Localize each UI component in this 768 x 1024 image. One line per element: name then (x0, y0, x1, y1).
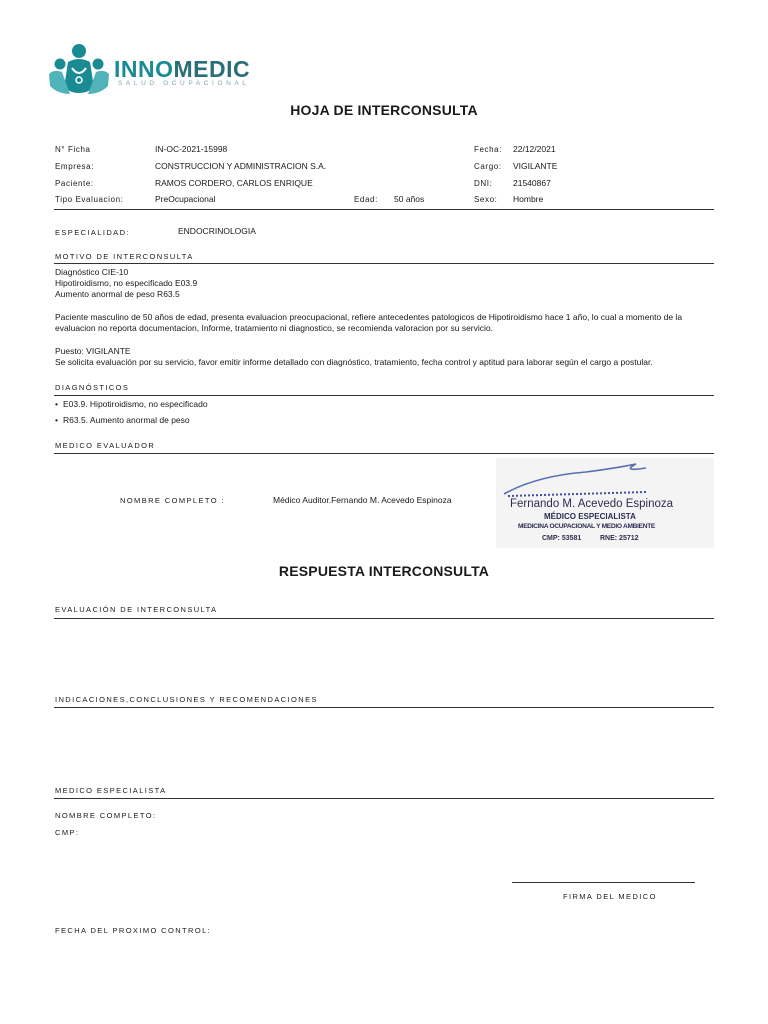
motivo-heading: MOTIVO DE INTERCONSULTA (55, 252, 194, 261)
fecha-label: Fecha: (474, 145, 503, 154)
medico-especialista-heading: MEDICO ESPECIALISTA (55, 786, 167, 795)
respuesta-title: RESPUESTA INTERCONSULTA (278, 563, 490, 579)
document-title: HOJA DE INTERCONSULTA (290, 102, 478, 118)
especialista-cmp-label: CMP: (55, 828, 80, 837)
nombre-completo-value: Médico Auditor.Fernando M. Acevedo Espinoza (273, 495, 452, 505)
motivo-paragraph-line: evaluacion no reporta documentacion, Informe, tratamiento ni diagnostico, se recomienda valoracion por su servicio. (55, 323, 493, 333)
dni-value: 21540867 (513, 178, 551, 188)
stamp-rne: RNE: 25712 (600, 535, 639, 542)
firma-label: FIRMA DEL MEDICO (563, 892, 657, 901)
divider (54, 618, 714, 619)
diagnosticos-heading: DIAGNÓSTICOS (55, 383, 130, 392)
divider (54, 798, 714, 799)
logo-name-part2: MEDIC (173, 56, 251, 82)
motivo-paragraph-2: Se solicita evaluación por su servicio, favor emitir informe detallado con diagnóstico, tratamiento, fecha control y aptitud para laborar según el cargo a postular. (55, 357, 653, 367)
diagnostico-item: • R63.5. Aumento anormal de peso (55, 415, 190, 426)
especialista-nombre-label: NOMBRE COMPLETO: (55, 811, 157, 820)
motivo-paragraph-line: Paciente masculino de 50 años de edad, presenta evaluacion preocupacional, refiere antecedentes patologicos de Hipotiroidismo hace 1 año, lo cual a momento de la (55, 312, 683, 322)
signature-scribble-icon (496, 458, 714, 498)
motivo-line: Hipotiroidismo, no especificado E03.9 (55, 278, 198, 288)
divider (54, 453, 714, 454)
divider (54, 209, 714, 210)
especialidad-label: ESPECIALIDAD: (55, 228, 130, 237)
divider (54, 395, 714, 396)
paciente-value: RAMOS CORDERO, CARLOS ENRIQUE (155, 178, 313, 188)
indicaciones-heading: INDICACIONES,CONCLUSIONES Y RECOMENDACIONES (55, 695, 318, 704)
motivo-line: Diagnóstico CIE-10 (55, 267, 129, 277)
medico-evaluador-heading: MEDICO EVALUADOR (55, 441, 156, 450)
evaluacion-heading: EVALUACIÓN DE INTERCONSULTA (55, 605, 218, 614)
stamp-name: Fernando M. Acevedo Espinoza (510, 498, 674, 510)
edad-label: Edad: (354, 195, 378, 204)
stamp-title: MÉDICO ESPECIALISTA (544, 512, 636, 521)
divider (54, 263, 714, 264)
stamp-cmp: CMP: 53581 (542, 535, 582, 542)
signature-stamp (496, 458, 714, 548)
paciente-label: Paciente: (55, 179, 94, 188)
cargo-value: VIGILANTE (513, 161, 558, 171)
tipo-evaluacion-label: Tipo Evaluacion: (55, 195, 124, 204)
motivo-line: Aumento anormal de peso R63.5 (55, 289, 180, 299)
stamp-specialty: MEDICINA OCUPACIONAL Y MEDIO AMBIENTE (518, 523, 656, 530)
puesto-text: Puesto: VIGILANTE (55, 346, 131, 356)
diagnostico-item: • E03.9. Hipotiroidismo, no especificado (55, 399, 208, 410)
empresa-label: Empresa: (55, 162, 95, 171)
firma-line (512, 882, 695, 883)
proximo-control-label: FECHA DEL PROXIMO CONTROL: (55, 926, 212, 935)
dni-label: DNI: (474, 179, 493, 188)
divider (54, 707, 714, 708)
especialidad-value: ENDOCRINOLOGIA (178, 226, 256, 236)
edad-value: 50 años (394, 194, 425, 204)
ficha-value: IN-OC-2021-15998 (155, 144, 228, 154)
tipo-evaluacion-value: PreOcupacional (155, 194, 216, 204)
logo (44, 42, 264, 100)
nombre-completo-label: NOMBRE COMPLETO : (120, 496, 225, 505)
logo-tagline: SALUD OCUPACIONAL (118, 80, 250, 87)
sexo-label: Sexo: (474, 195, 498, 204)
empresa-value: CONSTRUCCION Y ADMINISTRACION S.A. (155, 161, 327, 171)
logo-people-icon (44, 42, 114, 100)
cargo-label: Cargo: (474, 162, 502, 171)
fecha-value: 22/12/2021 (513, 144, 556, 154)
logo-name-part1: INNO (114, 56, 174, 82)
ficha-label: N° Ficha (55, 145, 91, 154)
sexo-value: Hombre (513, 194, 544, 204)
